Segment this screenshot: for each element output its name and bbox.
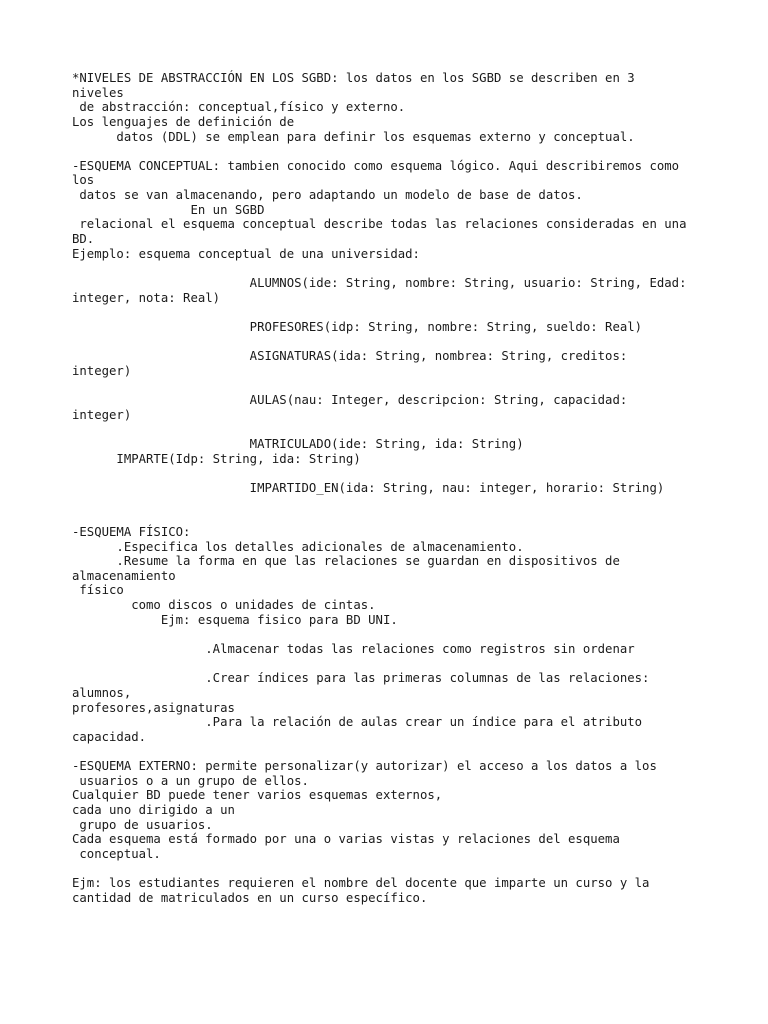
text-line: IMPARTIDO_EN(ida: String, nau: integer, horario: String) — [72, 480, 665, 495]
blank-line — [72, 335, 752, 350]
text-line: niveles — [72, 85, 124, 100]
blank-line — [72, 744, 752, 759]
text-line: cantidad de matriculados en un curso específico. — [72, 890, 428, 905]
text-line: Ejm: los estudiantes requieren el nombre del docente que imparte un curso y la — [72, 876, 650, 891]
text-line: Los lenguajes de definición de — [72, 114, 295, 129]
text-line: Cada esquema está formado por una o varias vistas y relaciones del esquema — [72, 832, 620, 847]
blank-line — [72, 305, 752, 320]
document-page — [72, 71, 752, 906]
text-line: ASIGNATURAS(ida: String, nombrea: String, creditos: — [72, 349, 628, 364]
text-line: .Almacenar todas las relaciones como registros sin ordenar — [72, 641, 635, 656]
text-line: relacional el esquema conceptual describe todas las relaciones consideradas en una — [72, 217, 687, 232]
text-line: .Para la relación de aulas crear un índice para el atributo — [72, 715, 643, 730]
blank-line — [72, 496, 752, 511]
text-line: usuarios o a un grupo de ellos. — [72, 773, 309, 788]
text-line: grupo de usuarios. — [72, 817, 213, 832]
text-line: cada uno dirigido a un — [72, 803, 235, 818]
blank-line — [72, 144, 752, 159]
text-line: como discos o unidades de cintas. — [72, 598, 376, 613]
blank-line — [72, 510, 752, 525]
blank-line — [72, 657, 752, 672]
text-line: los — [72, 173, 95, 188]
text-line: profesores,asignaturas — [72, 700, 235, 715]
text-line: integer) — [72, 407, 132, 422]
blank-line — [72, 466, 752, 481]
blank-line — [72, 627, 752, 642]
text-line: *NIVELES DE ABSTRACCIÓN EN LOS SGBD: los datos en los SGBD se describen en 3 — [72, 71, 635, 85]
text-line: -ESQUEMA EXTERNO: permite personalizar(y autorizar) el acceso a los datos a los — [72, 759, 657, 774]
blank-line — [72, 862, 752, 877]
blank-line — [72, 378, 752, 393]
text-line: PROFESORES(idp: String, nombre: String, sueldo: Real) — [72, 319, 643, 334]
text-line: En un SGBD — [72, 202, 265, 217]
text-line: .Crear índices para las primeras columnas de las relaciones: — [72, 671, 650, 686]
text-line: capacidad. — [72, 729, 147, 744]
text-line: BD. — [72, 232, 95, 247]
text-line: datos se van almacenando, pero adaptando un modelo de base de datos. — [72, 188, 583, 203]
text-line: -ESQUEMA FÍSICO: — [72, 524, 191, 539]
text-line: IMPARTE(Idp: String, ida: String) — [72, 451, 361, 466]
text-line: ALUMNOS(ide: String, nombre: String, usuario: String, Edad: — [72, 275, 687, 290]
text-line: .Especifica los detalles adicionales de almacenamiento. — [72, 539, 524, 554]
text-line: físico — [72, 583, 124, 598]
text-line: MATRICULADO(ide: String, ida: String) — [72, 437, 524, 452]
text-line: -ESQUEMA CONCEPTUAL: tambien conocido como esquema lógico. Aqui describiremos como — [72, 158, 680, 173]
text-line: Cualquier BD puede tener varios esquemas externos, — [72, 788, 443, 803]
text-line: Ejm: esquema fisico para BD UNI. — [72, 612, 398, 627]
text-line: Ejemplo: esquema conceptual de una universidad: — [72, 246, 420, 261]
text-line: AULAS(nau: Integer, descripcion: String, capacidad: — [72, 393, 628, 408]
text-line: .Resume la forma en que las relaciones se guardan en dispositivos de — [72, 554, 620, 569]
text-line: conceptual. — [72, 846, 161, 861]
blank-line — [72, 261, 752, 276]
text-line: integer, nota: Real) — [72, 290, 221, 305]
blank-line — [72, 422, 752, 437]
text-line: alumnos, — [72, 685, 132, 700]
text-line: de abstracción: conceptual,físico y externo. — [72, 100, 406, 115]
text-line: datos (DDL) se emplean para definir los esquemas externo y conceptual. — [72, 129, 635, 144]
text-line: almacenamiento — [72, 568, 176, 583]
text-line: integer) — [72, 363, 132, 378]
